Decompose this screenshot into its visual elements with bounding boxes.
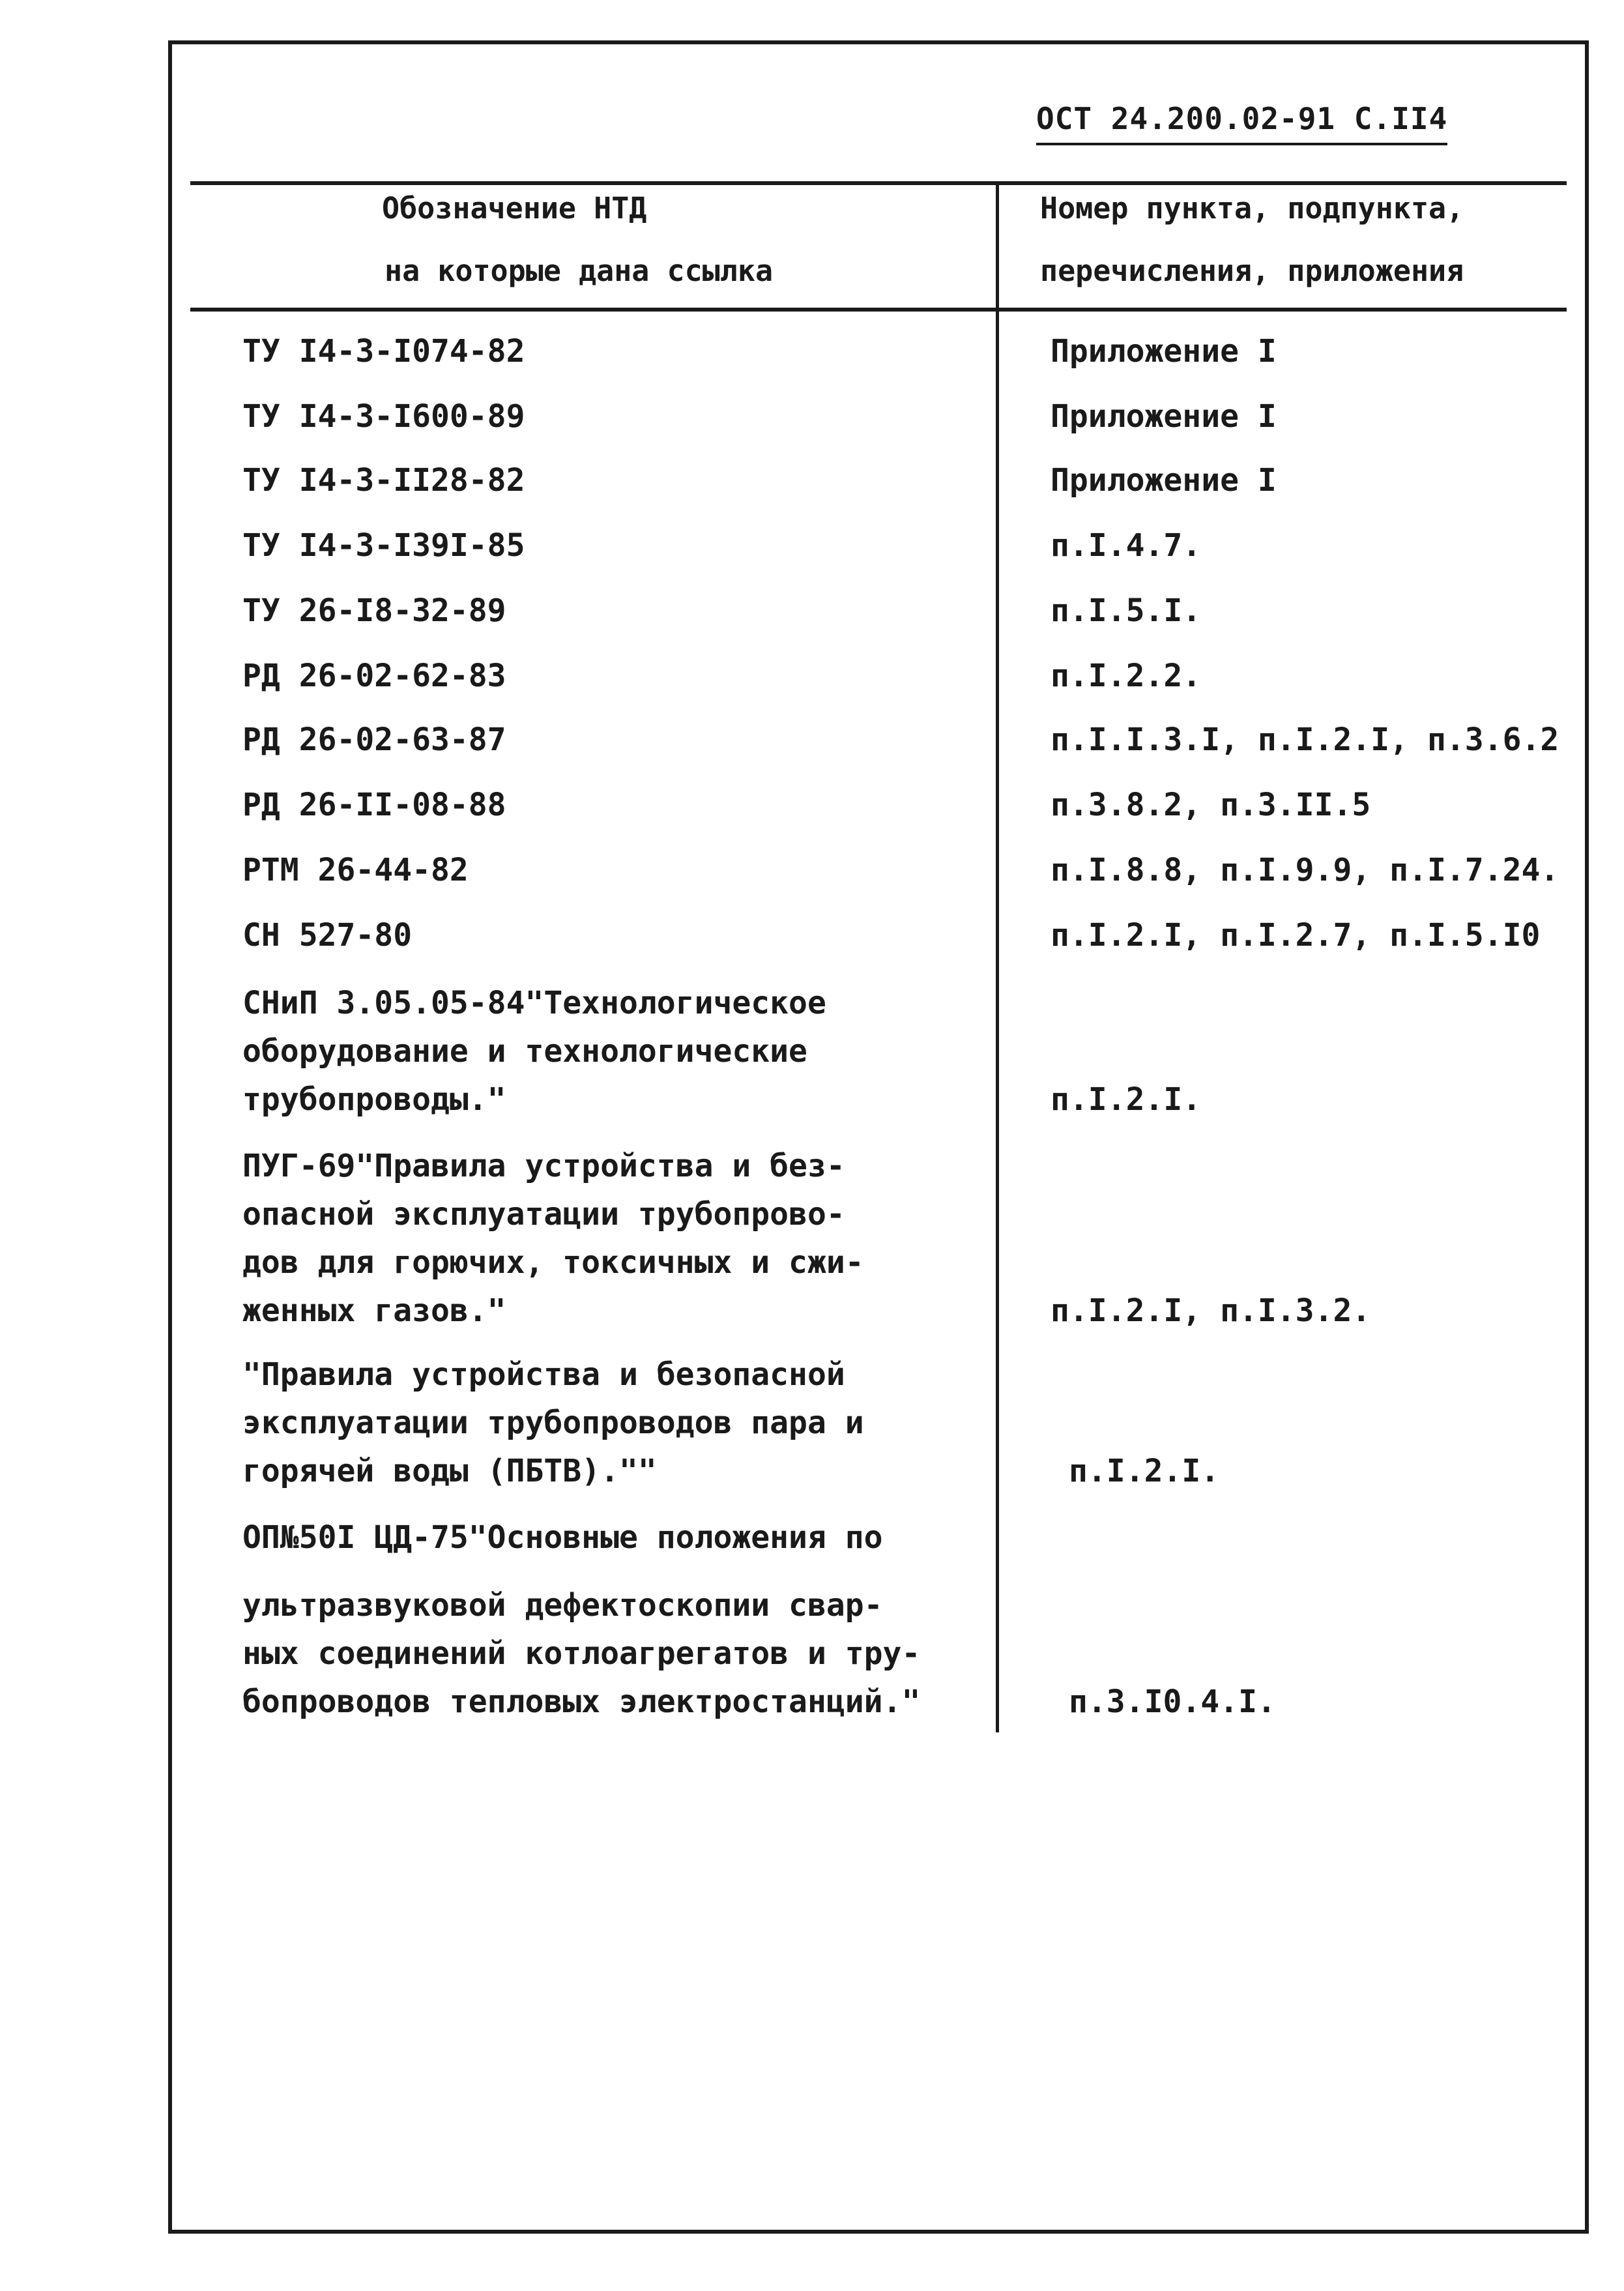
table-row-point: п.I.2.2. xyxy=(1051,658,1202,694)
ref-line: бопроводов тепловых электростанций." xyxy=(242,1684,921,1720)
ref-line: ультразвуковой дефектоскопии свар- xyxy=(242,1587,883,1624)
ref-line: дов для горючих, токсичных и сжи- xyxy=(242,1244,864,1281)
ref-line: женных газов." xyxy=(242,1292,506,1329)
ref-line: ПУГ-69"Правила устройства и без- xyxy=(242,1148,845,1184)
col1-header-line2: на которые дана ссылка xyxy=(384,254,774,288)
col2-header-line2: перечисления, приложения xyxy=(1040,254,1464,288)
table-row-ref: ТУ 26-I8-32-89 xyxy=(242,592,506,629)
table-row-point: п.I.2.I. xyxy=(1069,1453,1220,1489)
table-row-point: п.I.2.I. xyxy=(1051,1081,1202,1118)
table-row-point: п.I.I.3.I, п.I.2.I, п.3.6.2 xyxy=(1051,722,1559,758)
table-row-ref: ОП№50I ЦД-75"Основные положения по xyxy=(242,1519,883,1556)
table-row-point: п.3.I0.4.I. xyxy=(1069,1684,1276,1720)
table-row-ref: РТМ 26-44-82 xyxy=(242,852,469,888)
table-row-ref: ТУ I4-3-II28-82 xyxy=(242,462,525,499)
table-row-point: Приложение I xyxy=(1051,333,1277,370)
table-row-ref: СН 527-80 xyxy=(242,917,413,954)
table-row-ref: ТУ I4-3-I600-89 xyxy=(242,398,525,435)
table-row-point: п.I.2.I, п.I.3.2. xyxy=(1051,1292,1371,1329)
table-row-ref: ТУ I4-3-I074-82 xyxy=(242,333,525,370)
ref-line: ных соединений котлоагрегатов и тру- xyxy=(242,1635,921,1672)
table-row-point: п.I.5.I. xyxy=(1051,592,1202,629)
ref-line: "Правила устройства и безопасной xyxy=(242,1356,845,1393)
table-row-point: п.I.8.8, п.I.9.9, п.I.7.24. xyxy=(1051,852,1559,888)
table-row-point: п.3.8.2, п.3.II.5 xyxy=(1051,787,1371,823)
ref-line: эксплуатации трубопроводов пара и xyxy=(242,1405,864,1441)
table-row-ref: ТУ I4-3-I39I-85 xyxy=(242,527,525,564)
table-row-point: п.I.2.I, п.I.2.7, п.I.5.I0 xyxy=(1051,917,1541,954)
table-header-rule xyxy=(190,308,1567,312)
ref-line: СНиП 3.05.05-84"Технологическое xyxy=(242,985,826,1021)
col2-header-line1: Номер пункта, подпункта, xyxy=(1040,191,1464,226)
table-row-ref-multiline xyxy=(242,1350,864,1495)
ref-line: оборудование и технологические xyxy=(242,1033,807,1070)
table-row-ref-multiline xyxy=(242,1142,864,1335)
table-row-point: Приложение I xyxy=(1051,398,1277,435)
document-code: ОСТ 24.200.02-91 С.II4 xyxy=(1036,101,1447,145)
ref-line: горячей воды (ПБТВ)."" xyxy=(242,1453,657,1489)
table-row-ref-multiline xyxy=(242,1581,920,1726)
table-row-ref-multiline xyxy=(242,979,826,1124)
table-row-ref: РД 26-02-63-87 xyxy=(242,722,506,758)
table-row-ref: РД 26-02-62-83 xyxy=(242,658,506,694)
table-row-point: п.I.4.7. xyxy=(1051,527,1202,564)
ref-line: трубопроводы." xyxy=(242,1081,506,1118)
column-divider xyxy=(996,182,999,1732)
table-row-point: Приложение I xyxy=(1051,462,1277,499)
col1-header-line1: Обозначение НТД xyxy=(382,191,647,226)
ref-line: опасной эксплуатации трубопрово- xyxy=(242,1196,845,1233)
table-row-ref: РД 26-II-08-88 xyxy=(242,787,506,823)
